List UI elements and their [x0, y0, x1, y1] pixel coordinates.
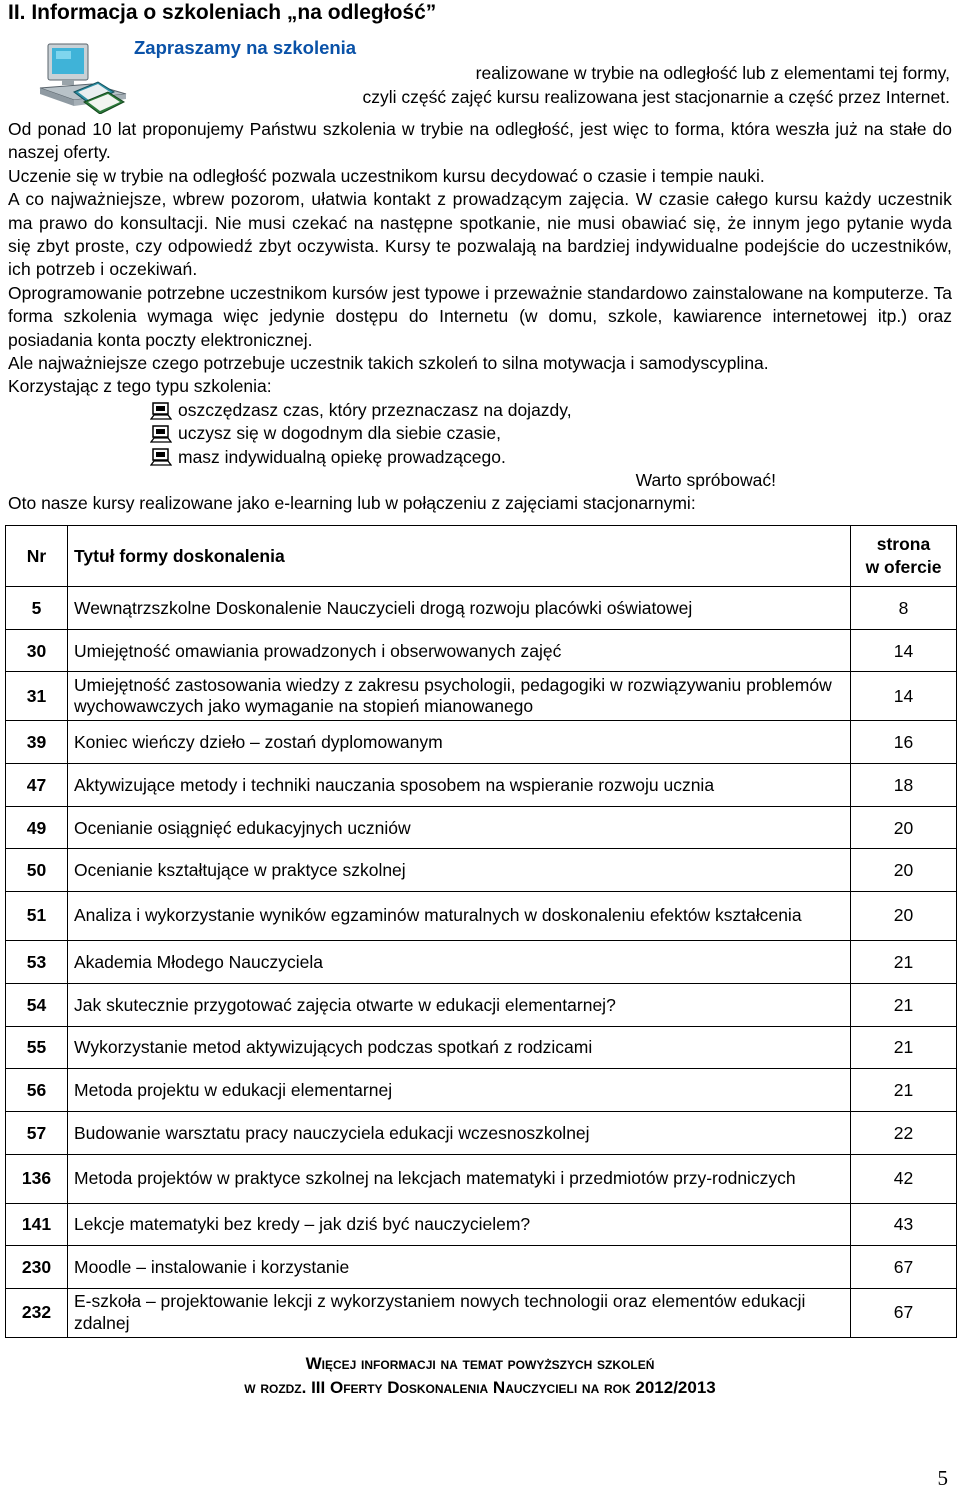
course-number: 54 — [6, 983, 68, 1026]
list-item-text: uczysz się w dogodnym dla siebie czasie, — [178, 423, 501, 444]
course-title: Analiza i wykorzystanie wyników egzaminów maturalnych w doskonaleniu efektów kształcenia — [68, 892, 851, 941]
course-number: 57 — [6, 1111, 68, 1154]
course-number: 5 — [6, 587, 68, 630]
header-nr: Nr — [6, 526, 68, 587]
course-title: Metoda projektu w edukacji elementarnej — [68, 1069, 851, 1112]
list-item-text: masz indywidualną opiekę prowadzącego. — [178, 446, 506, 467]
course-page: 67 — [851, 1246, 957, 1289]
header-page — [851, 526, 957, 587]
table-row — [6, 941, 957, 984]
header-title: Tytuł formy doskonalenia — [68, 526, 851, 587]
table-row — [6, 892, 957, 941]
course-number: 31 — [6, 672, 68, 721]
list-item — [150, 422, 952, 445]
course-page: 21 — [851, 941, 957, 984]
header-page-line1: strona — [876, 534, 931, 554]
course-page: 8 — [851, 587, 957, 630]
paragraph-3: A co najważniejsze, wbrew pozorom, ułatwia kontakt z prowadzącym zajęcia. W czasie całego kursu każdy uczestnik ma prawo do konsultacji. Nie musi czekać na następne spotkanie, nie musi obawiać się, że innym jego pytanie wyda się zbyt proste, czy odpowiedź zbyt oczywista. Kursy te pozwalają na bardziej indywidualne podejście do uczestników, ich potrzeb i oczekiwań. — [8, 189, 952, 280]
course-title: Budowanie warsztatu pracy nauczyciela edukacji wczesnoszkolnej — [68, 1111, 851, 1154]
course-title: Koniec wieńczy dzieło – zostań dyplomowanym — [68, 721, 851, 764]
course-number: 53 — [6, 941, 68, 984]
computer-icon — [150, 402, 172, 420]
table-row — [6, 1026, 957, 1069]
course-number: 49 — [6, 806, 68, 849]
course-page: 16 — [851, 721, 957, 764]
computer-books-illustration — [34, 38, 130, 114]
course-page: 20 — [851, 806, 957, 849]
paragraph-4: Oprogramowanie potrzebne uczestnikom kursów jest typowe i przeważnie standardowo zainstalowane na komputerze. Ta forma szkolenia wymaga więc jedynie dostępu do Internetu (w domu, szkole, kawiarence internetowej itp.) oraz posiadania konta poczty elektronicznej. — [8, 282, 952, 350]
course-title: Jak skutecznie przygotować zajęcia otwarte w edukacji elementarnej? — [68, 983, 851, 1026]
try-it-text: Warto spróbować! — [635, 470, 776, 491]
intro-line-1: realizowane w trybie na odległość lub z elementami tej formy, — [475, 63, 950, 83]
course-page: 21 — [851, 983, 957, 1026]
section-title: II. Informacja o szkoleniach „na odległość” — [8, 1, 437, 24]
course-number: 51 — [6, 892, 68, 941]
course-page: 43 — [851, 1203, 957, 1246]
course-number: 136 — [6, 1154, 68, 1203]
table-body — [6, 587, 957, 1338]
header-page-line2: w ofercie — [865, 557, 942, 577]
table-row — [6, 1288, 957, 1337]
course-title: Aktywizujące metody i techniki nauczania sposobem na wspieranie rozwoju ucznia — [68, 764, 851, 807]
list-item — [150, 399, 952, 422]
table-row — [6, 629, 957, 672]
intro-line-2: czyli część zajęć kursu realizowana jest stacjonarnie a część przez Internet. — [362, 87, 950, 107]
table-row — [6, 1203, 957, 1246]
course-title: Metoda projektów w praktyce szkolnej na lekcjach matematyki i przedmiotów przy-rodniczych — [68, 1154, 851, 1203]
table-row — [6, 1154, 957, 1203]
course-number: 230 — [6, 1246, 68, 1289]
course-title: Wykorzystanie metod aktywizujących podczas spotkań z rodzicami — [68, 1026, 851, 1069]
courses-table — [5, 525, 957, 1338]
course-page: 21 — [851, 1069, 957, 1112]
course-number: 30 — [6, 629, 68, 672]
course-page: 18 — [851, 764, 957, 807]
list-item-text: oszczędzasz czas, który przeznaczasz na dojazdy, — [178, 399, 572, 420]
course-page: 20 — [851, 892, 957, 941]
table-row — [6, 1111, 957, 1154]
course-title: Wewnątrzszkolne Doskonalenie Nauczycieli drogą rozwoju placówki oświatowej — [68, 587, 851, 630]
course-title: Ocenianie kształtujące w praktyce szkolnej — [68, 849, 851, 892]
course-page: 20 — [851, 849, 957, 892]
computer-icon — [150, 448, 172, 466]
course-title: Ocenianie osiągnięć edukacyjnych uczniów — [68, 806, 851, 849]
table-row — [6, 721, 957, 764]
computer-icon — [150, 425, 172, 443]
table-row — [6, 1069, 957, 1112]
course-number: 55 — [6, 1026, 68, 1069]
course-number: 50 — [6, 849, 68, 892]
course-title: Lekcje matematyki bez kredy – jak dziś być nauczycielem? — [68, 1203, 851, 1246]
course-page: 14 — [851, 672, 957, 721]
table-intro: Oto nasze kursy realizowane jako e-learning lub w połączeniu z zajęciami stacjonarnymi: — [8, 493, 696, 514]
course-title: E-szkoła – projektowanie lekcji z wykorzystaniem nowych technologii oraz elementów edukacji zdalnej — [68, 1288, 851, 1337]
course-page: 22 — [851, 1111, 957, 1154]
course-number: 47 — [6, 764, 68, 807]
course-page: 14 — [851, 629, 957, 672]
page-number: 5 — [937, 1466, 948, 1490]
table-row — [6, 672, 957, 721]
table-row — [6, 1246, 957, 1289]
course-title: Umiejętność zastosowania wiedzy z zakresu psychologii, pedagogiki w rozwiązywaniu problemów wychowawczych jako wymaganie na stopień mianowanego — [68, 672, 851, 721]
footer-line-1: Więcej informacji na temat powyższych szkoleń — [305, 1354, 655, 1373]
table-row — [6, 764, 957, 807]
paragraph-6: Korzystając z tego typu szkolenia: — [8, 376, 272, 397]
course-number: 56 — [6, 1069, 68, 1112]
list-item — [150, 446, 952, 469]
course-page: 67 — [851, 1288, 957, 1337]
course-title: Umiejętność omawiania prowadzonych i obserwowanych zajęć — [68, 629, 851, 672]
invite-heading: Zapraszamy na szkolenia — [134, 37, 357, 58]
course-title: Moodle – instalowanie i korzystanie — [68, 1246, 851, 1289]
course-page: 21 — [851, 1026, 957, 1069]
paragraph-5: Ale najważniejsze czego potrzebuje uczestnik takich szkoleń to silna motywacja i samodyscyplina. — [8, 353, 769, 374]
benefits-list — [150, 399, 952, 469]
course-title: Akademia Młodego Nauczyciela — [68, 941, 851, 984]
table-header-row — [6, 526, 957, 587]
table-row — [6, 983, 957, 1026]
table-row — [6, 806, 957, 849]
body-text — [8, 118, 952, 516]
course-page: 42 — [851, 1154, 957, 1203]
course-number: 141 — [6, 1203, 68, 1246]
paragraph-1: Od ponad 10 lat proponujemy Państwu szkolenia w trybie na odległość, jest więc to forma, która weszła już na stałe do naszej oferty. — [8, 119, 952, 163]
table-row — [6, 587, 957, 630]
paragraph-2: Uczenie się w trybie na odległość pozwala uczestnikom kursu decydować o czasie i tempie nauki. — [8, 165, 765, 186]
course-number: 232 — [6, 1288, 68, 1337]
course-number: 39 — [6, 721, 68, 764]
table-row — [6, 849, 957, 892]
footer-line-2: w rozdz. III Oferty Doskonalenia Nauczycieli na rok 2012/2013 — [244, 1378, 716, 1397]
